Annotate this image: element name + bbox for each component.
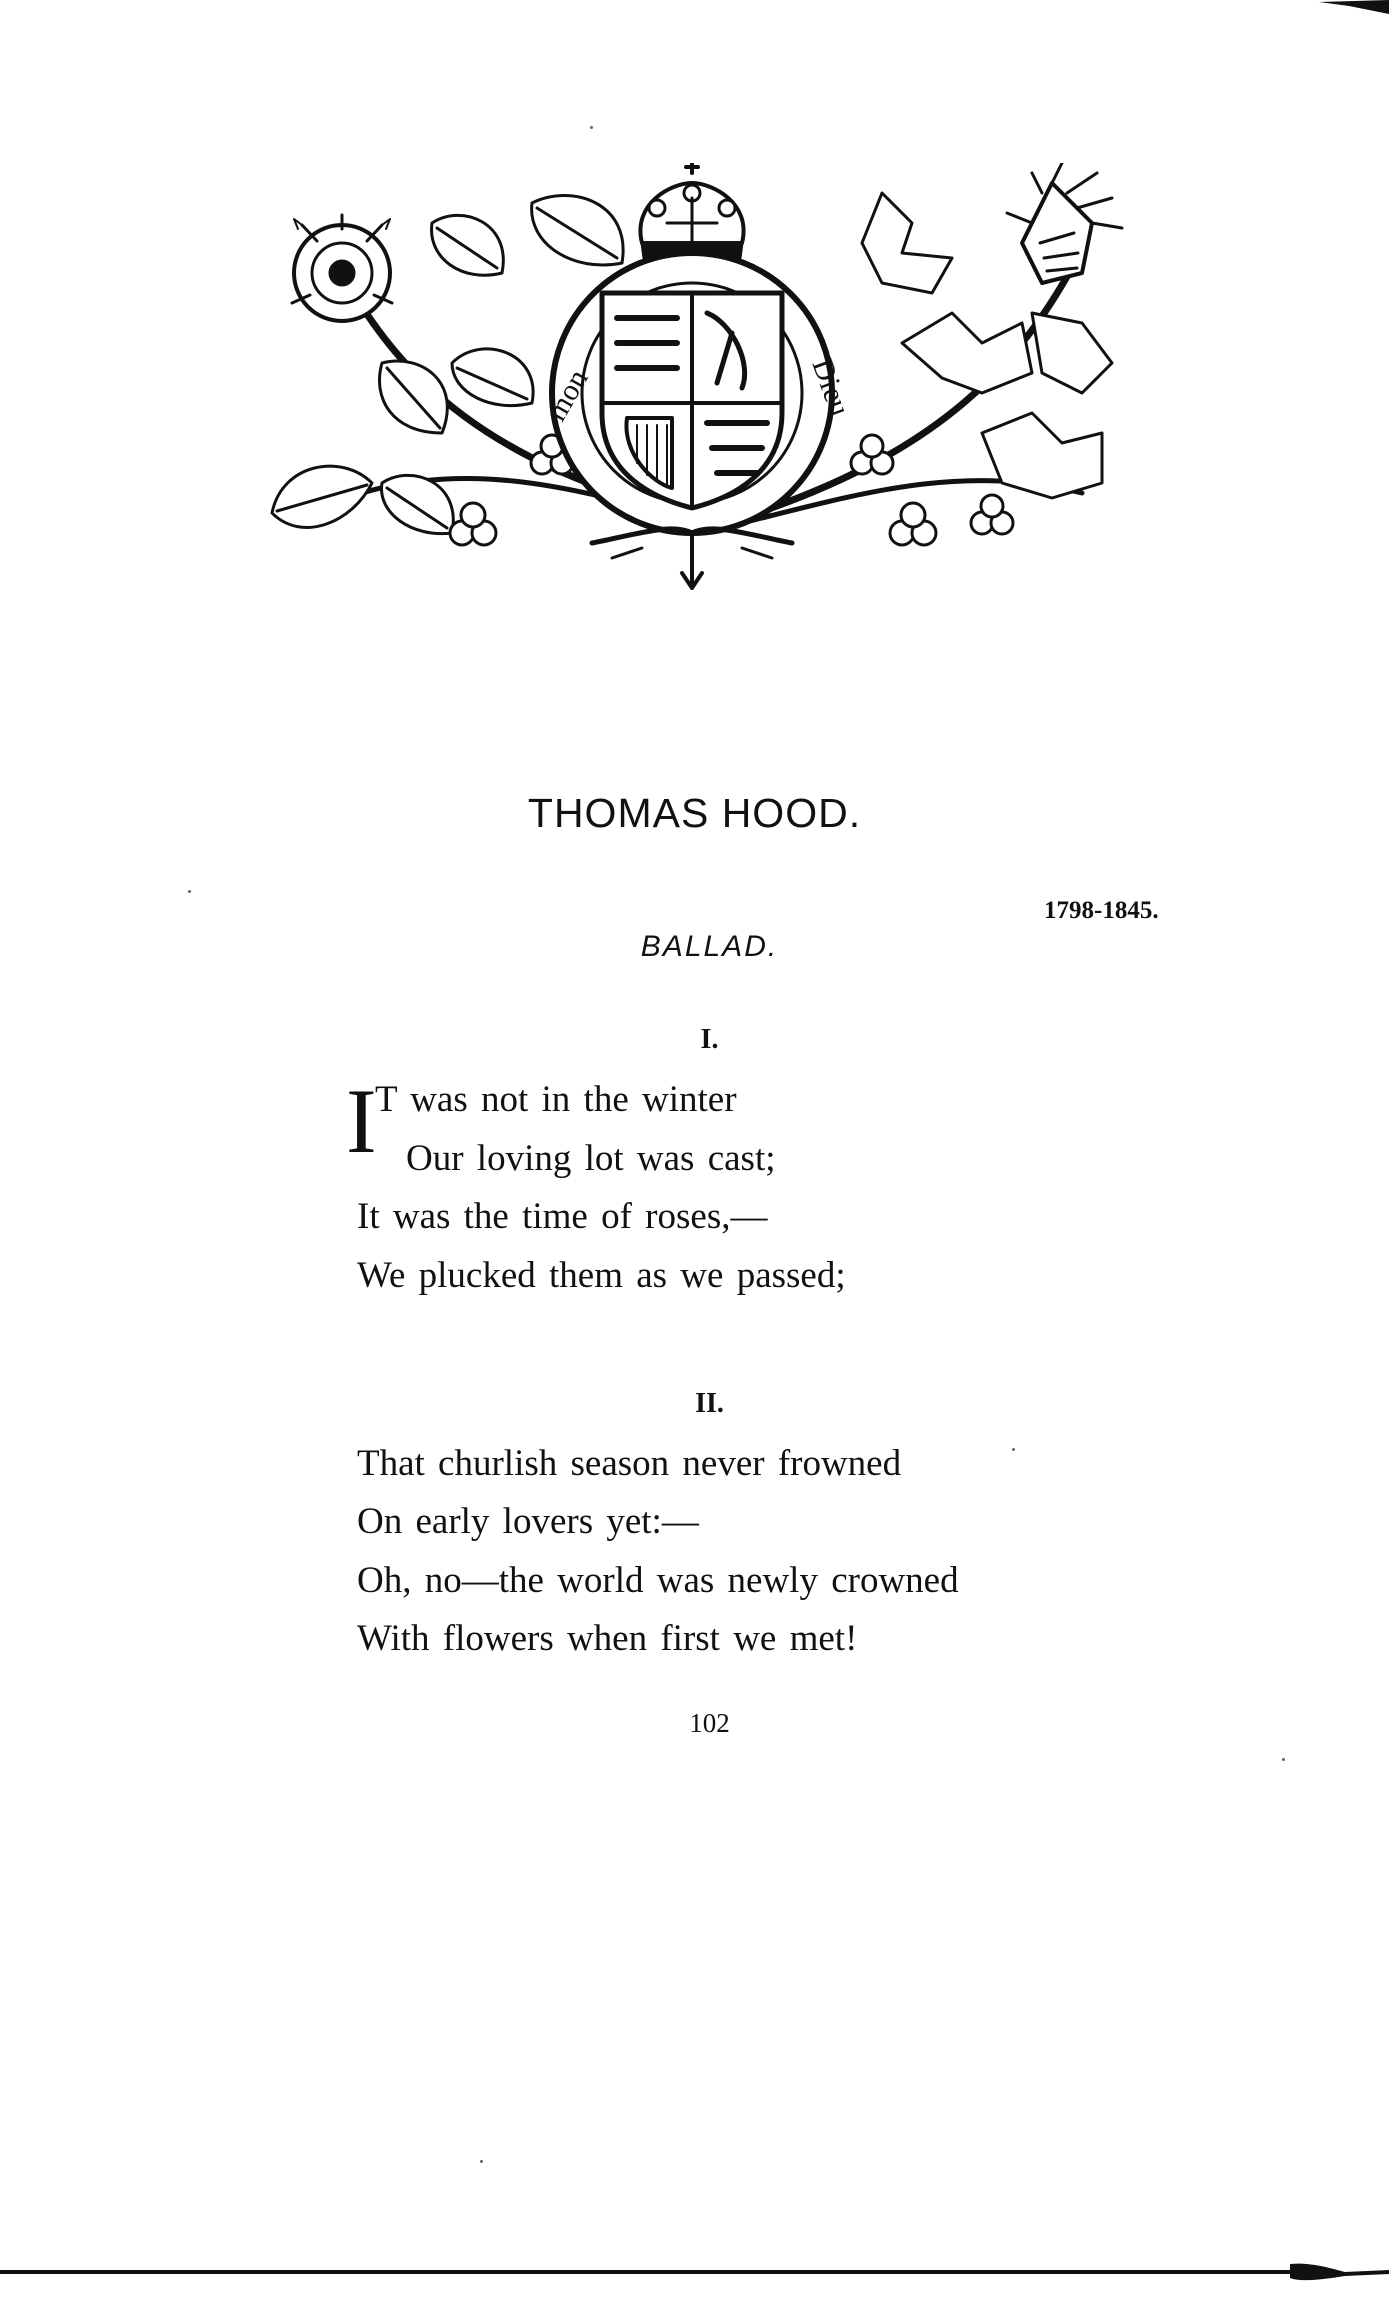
tudor-rose-icon <box>292 215 392 321</box>
stanza-numeral: II. <box>695 1388 724 1419</box>
scan-speck <box>1282 1758 1285 1761</box>
poem-line: It was the time of roses,— <box>357 1196 768 1237</box>
drop-cap-letter: I <box>346 1070 377 1172</box>
page-number: 102 <box>689 1708 730 1738</box>
royal-shield-icon <box>602 293 782 508</box>
poem-line: Our loving lot was cast; <box>406 1138 776 1179</box>
poem-line: That churlish season never frowned <box>357 1443 902 1484</box>
scan-speck <box>1012 1448 1015 1451</box>
author-heading: THOMAS HOOD. <box>527 790 862 836</box>
royal-headpiece-ornament <box>262 163 1160 603</box>
svg-text:Dieu: Dieu <box>805 354 857 421</box>
poem-line: We plucked them as we passed; <box>357 1255 846 1296</box>
stanza-numeral: I. <box>700 1024 719 1055</box>
bottom-scan-rule <box>0 2262 1389 2282</box>
poem-title: BALLAD. <box>640 930 779 963</box>
poem-line: With flowers when first we met! <box>357 1618 858 1659</box>
poem-line: On early lovers yet:— <box>357 1501 699 1542</box>
crown-icon <box>640 163 743 258</box>
author-life-dates: 1798-1845. <box>1044 897 1159 924</box>
poem-line: Oh, no—the world was newly crowned <box>357 1560 959 1601</box>
scan-speck <box>188 890 191 893</box>
svg-text:mon: mon <box>539 363 595 427</box>
scan-speck <box>480 2160 483 2163</box>
poem-line: T was not in the winter <box>375 1079 737 1120</box>
corner-scan-mark <box>1319 0 1389 16</box>
scan-speck <box>590 126 593 129</box>
thistle-icon <box>1007 163 1122 283</box>
